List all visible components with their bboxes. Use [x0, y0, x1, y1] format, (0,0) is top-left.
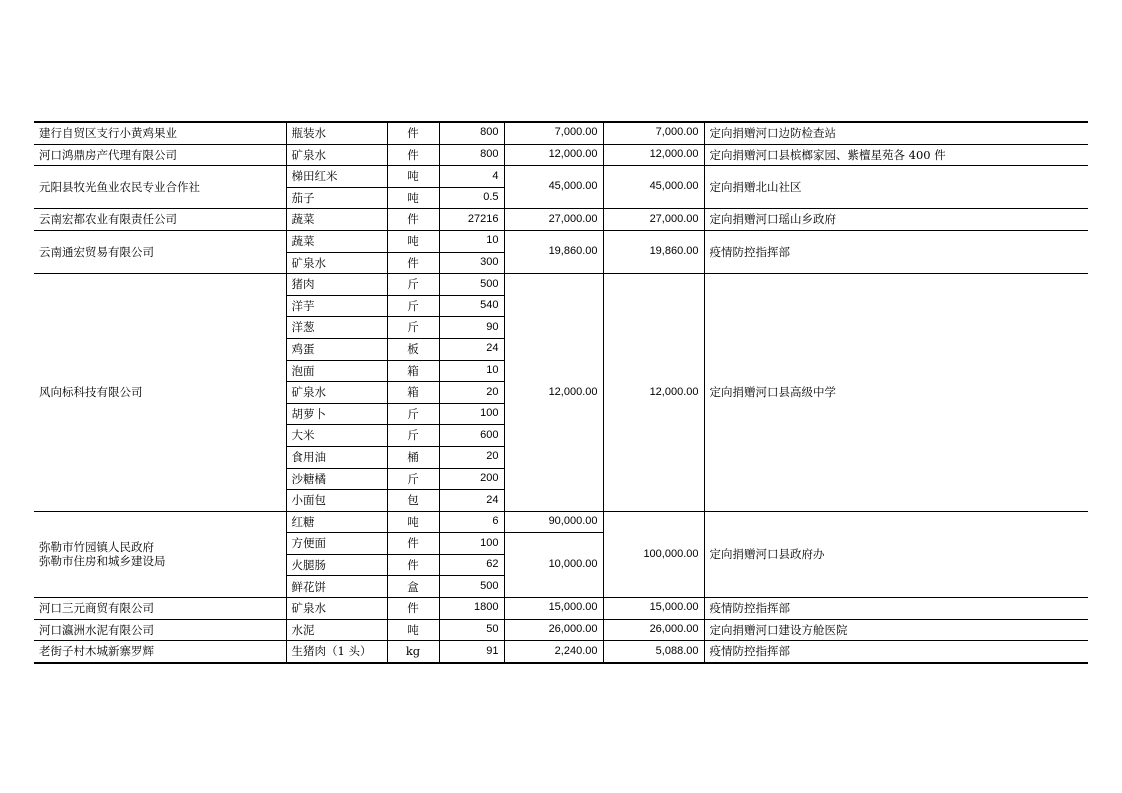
- unit: 斤: [387, 403, 439, 425]
- note: 疫情防控指挥部: [704, 598, 1088, 620]
- item-name: 沙糖橘: [286, 468, 387, 490]
- donor-name: 河口鸿鼎房产代理有限公司: [34, 144, 286, 166]
- donor-name: 老街子村木城新寨罗辉: [34, 641, 286, 663]
- table-row: [34, 274, 1088, 296]
- item-name: 鲜花饼: [286, 576, 387, 598]
- quantity: 20: [439, 382, 504, 404]
- quantity: 800: [439, 122, 504, 144]
- table-row: [34, 641, 1088, 663]
- unit: 包: [387, 490, 439, 512]
- quantity: 10: [439, 360, 504, 382]
- item-name: 矿泉水: [286, 144, 387, 166]
- item-name: 火腿肠: [286, 554, 387, 576]
- total: 19,860.00: [603, 230, 704, 273]
- unit: 件: [387, 144, 439, 166]
- item-name: 茄子: [286, 187, 387, 209]
- donor-name: 云南宏都农业有限责任公司: [34, 209, 286, 231]
- quantity: 50: [439, 619, 504, 641]
- unit: 箱: [387, 360, 439, 382]
- donor-name: [34, 511, 286, 597]
- table-row: [34, 511, 1088, 533]
- donor-name: 建行自贸区支行小黄鸡果业: [34, 122, 286, 144]
- amount: 7,000.00: [504, 122, 603, 144]
- unit: 件: [387, 598, 439, 620]
- donation-table: [34, 121, 1088, 664]
- quantity: 0.5: [439, 187, 504, 209]
- unit: 斤: [387, 274, 439, 296]
- donor-name: 河口三元商贸有限公司: [34, 598, 286, 620]
- total: 45,000.00: [603, 166, 704, 209]
- quantity: 100: [439, 403, 504, 425]
- donor-name: 风向标科技有限公司: [34, 274, 286, 512]
- quantity: 90: [439, 317, 504, 339]
- amount: 2,240.00: [504, 641, 603, 663]
- donor-name: 河口瀛洲水泥有限公司: [34, 619, 286, 641]
- unit: 斤: [387, 295, 439, 317]
- quantity: 540: [439, 295, 504, 317]
- unit: 盒: [387, 576, 439, 598]
- amount: 15,000.00: [504, 598, 603, 620]
- item-name: 洋芋: [286, 295, 387, 317]
- total: 12,000.00: [603, 274, 704, 512]
- unit: 吨: [387, 166, 439, 188]
- quantity: 500: [439, 274, 504, 296]
- quantity: 24: [439, 490, 504, 512]
- quantity: 100: [439, 533, 504, 555]
- table-row: [34, 230, 1088, 252]
- item-name: 红糖: [286, 511, 387, 533]
- quantity: 800: [439, 144, 504, 166]
- unit: 件: [387, 252, 439, 274]
- note: 定向捐赠河口边防检查站: [704, 122, 1088, 144]
- item-name: 方便面: [286, 533, 387, 555]
- unit: 吨: [387, 230, 439, 252]
- total: 7,000.00: [603, 122, 704, 144]
- unit: 斤: [387, 468, 439, 490]
- item-name: 大米: [286, 425, 387, 447]
- item-name: 矿泉水: [286, 252, 387, 274]
- donor-name: 云南通宏贸易有限公司: [34, 230, 286, 273]
- donor-name-line: 弥勒市住房和城乡建设局: [39, 554, 166, 569]
- amount: 10,000.00: [504, 533, 603, 598]
- item-name: 洋葱: [286, 317, 387, 339]
- table-row: [34, 166, 1088, 188]
- quantity: 600: [439, 425, 504, 447]
- item-name: 泡面: [286, 360, 387, 382]
- unit: 斤: [387, 425, 439, 447]
- unit: 件: [387, 554, 439, 576]
- amount: 12,000.00: [504, 274, 603, 512]
- item-name: 矿泉水: [286, 598, 387, 620]
- quantity: 1800: [439, 598, 504, 620]
- note: 定向捐赠河口县政府办: [704, 511, 1088, 597]
- item-name: 食用油: [286, 446, 387, 468]
- item-name: 蔬菜: [286, 230, 387, 252]
- table-row: [34, 122, 1088, 144]
- quantity: 4: [439, 166, 504, 188]
- amount: 26,000.00: [504, 619, 603, 641]
- quantity: 62: [439, 554, 504, 576]
- unit: 件: [387, 209, 439, 231]
- total: 26,000.00: [603, 619, 704, 641]
- quantity: 6: [439, 511, 504, 533]
- note: 定向捐赠河口建设方舱医院: [704, 619, 1088, 641]
- item-name: 蔬菜: [286, 209, 387, 231]
- item-name: 矿泉水: [286, 382, 387, 404]
- quantity: 24: [439, 338, 504, 360]
- unit: 吨: [387, 511, 439, 533]
- item-name: 鸡蛋: [286, 338, 387, 360]
- note: 定向捐赠河口县槟榔家园、紫檀星苑各 400 件: [704, 144, 1088, 166]
- total: 27,000.00: [603, 209, 704, 231]
- unit: 桶: [387, 446, 439, 468]
- unit: kg: [387, 641, 439, 663]
- quantity: 27216: [439, 209, 504, 231]
- item-name: 猪肉: [286, 274, 387, 296]
- donor-name: 元阳县牧光鱼业农民专业合作社: [34, 166, 286, 209]
- item-name: 水泥: [286, 619, 387, 641]
- amount: 90,000.00: [504, 511, 603, 533]
- quantity: 91: [439, 641, 504, 663]
- item-name: 生猪肉（1 头）: [286, 641, 387, 663]
- note: 疫情防控指挥部: [704, 641, 1088, 663]
- unit: 箱: [387, 382, 439, 404]
- quantity: 200: [439, 468, 504, 490]
- unit: 吨: [387, 187, 439, 209]
- total: 15,000.00: [603, 598, 704, 620]
- note: 定向捐赠北山社区: [704, 166, 1088, 209]
- unit: 斤: [387, 317, 439, 339]
- item-name: 胡萝卜: [286, 403, 387, 425]
- total: 5,088.00: [603, 641, 704, 663]
- unit: 件: [387, 122, 439, 144]
- quantity: 20: [439, 446, 504, 468]
- total: 12,000.00: [603, 144, 704, 166]
- total: 100,000.00: [603, 511, 704, 597]
- table-row: [34, 619, 1088, 641]
- quantity: 10: [439, 230, 504, 252]
- unit: 板: [387, 338, 439, 360]
- unit: 件: [387, 533, 439, 555]
- amount: 19,860.00: [504, 230, 603, 273]
- quantity: 500: [439, 576, 504, 598]
- amount: 27,000.00: [504, 209, 603, 231]
- note: 疫情防控指挥部: [704, 230, 1088, 273]
- unit: 吨: [387, 619, 439, 641]
- note: 定向捐赠河口县高级中学: [704, 274, 1088, 512]
- amount: 12,000.00: [504, 144, 603, 166]
- amount: 45,000.00: [504, 166, 603, 209]
- note: 定向捐赠河口瑶山乡政府: [704, 209, 1088, 231]
- table-row: [34, 598, 1088, 620]
- table-row: [34, 209, 1088, 231]
- item-name: 瓶装水: [286, 122, 387, 144]
- item-name: 小面包: [286, 490, 387, 512]
- quantity: 300: [439, 252, 504, 274]
- table-row: [34, 144, 1088, 166]
- donor-name-line: 弥勒市竹园镇人民政府: [39, 540, 154, 554]
- item-name: 梯田红米: [286, 166, 387, 188]
